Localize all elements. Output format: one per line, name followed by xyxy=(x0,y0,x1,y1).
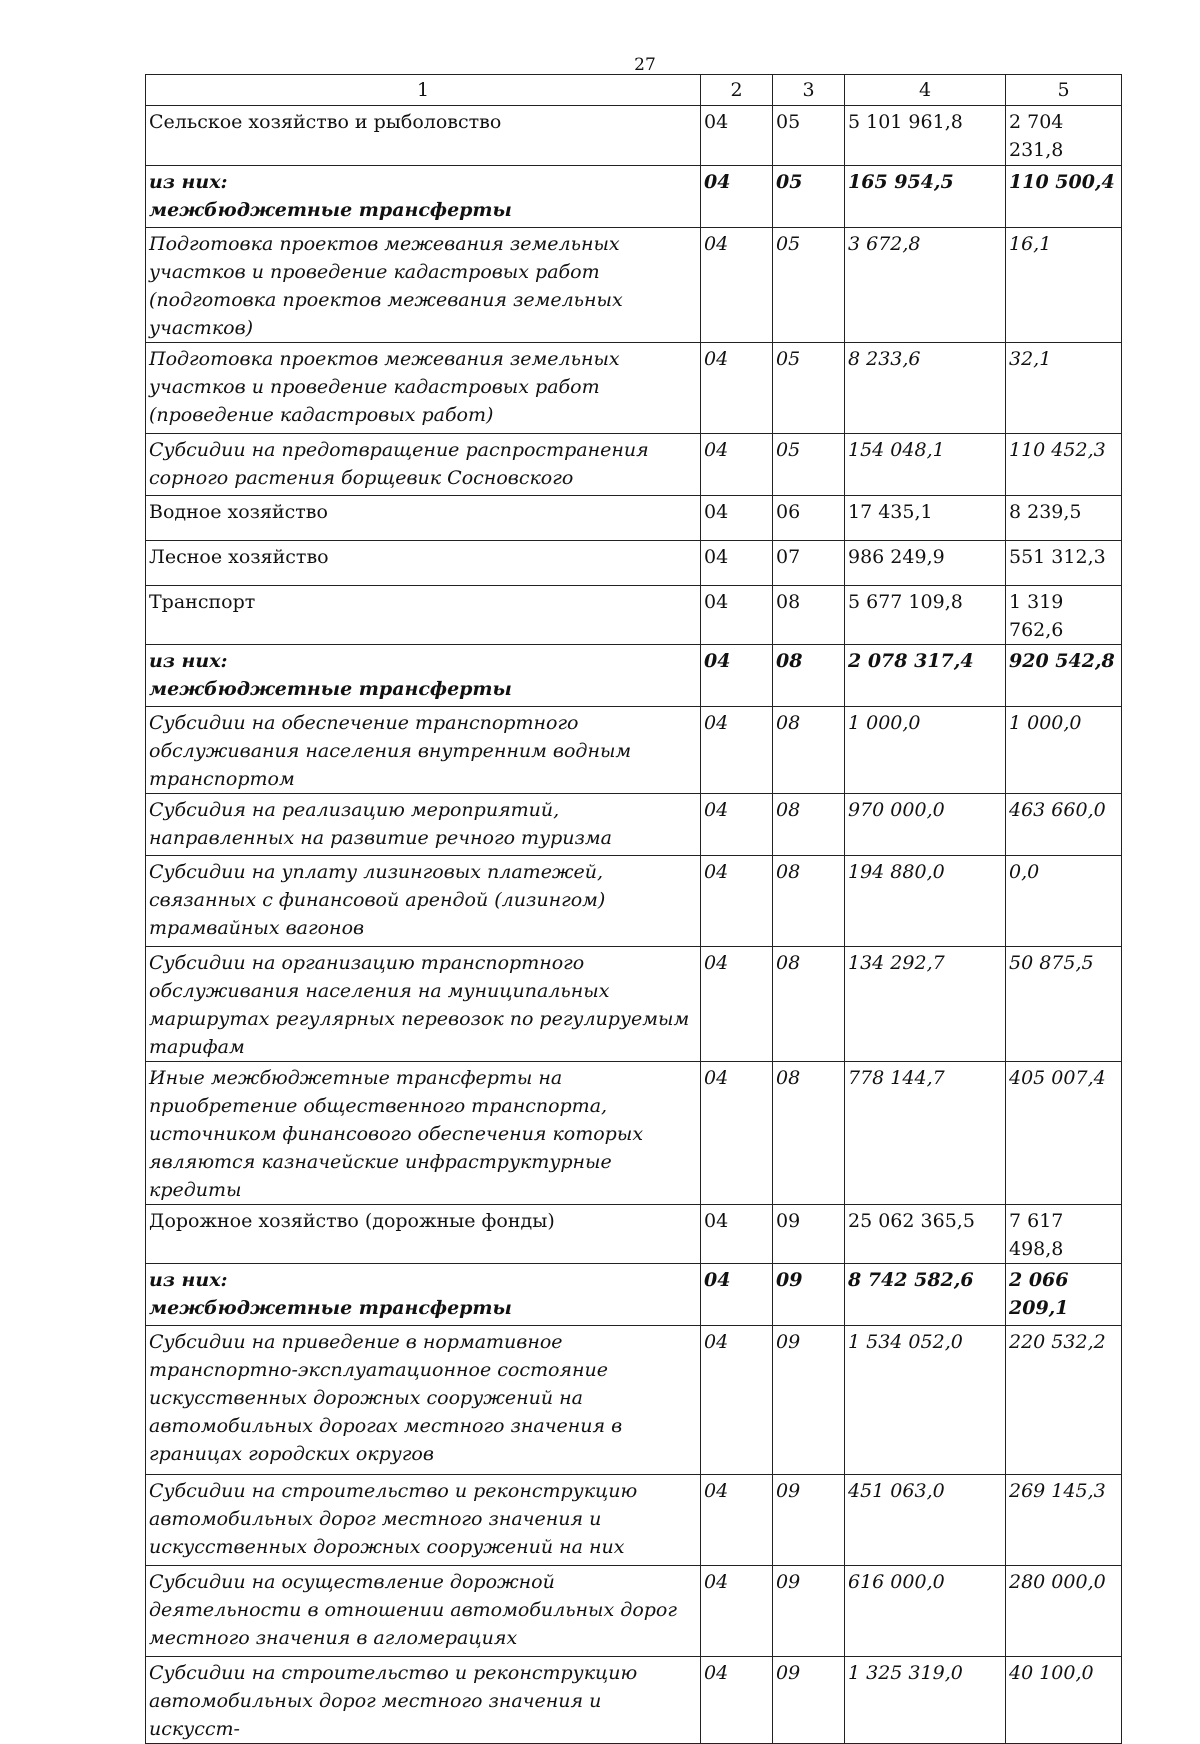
row-code-2-cell: 04 xyxy=(701,794,773,856)
row-code-3-cell: 08 xyxy=(773,794,845,856)
row-value-5-cell: 1 000,0 xyxy=(1006,707,1122,794)
row-code-2-cell: 04 xyxy=(701,1657,773,1744)
row-code-2-cell: 04 xyxy=(701,1326,773,1475)
row-code-3-cell: 08 xyxy=(773,1062,845,1205)
table-row xyxy=(146,106,1122,166)
row-value-5-cell: 405 007,4 xyxy=(1006,1062,1122,1205)
row-code-2-cell: 04 xyxy=(701,1475,773,1566)
row-code-3-cell: 08 xyxy=(773,947,845,1062)
row-name-cell: Дорожное хозяйство (дорожные фонды) xyxy=(146,1205,701,1264)
row-name-cell: Субсидии на осуществление дорожной деятельности в отношении автомобильных дорог местного значения в агломерациях xyxy=(146,1566,701,1657)
row-value-5-cell: 551 312,3 xyxy=(1006,541,1122,586)
row-value-4-cell: 986 249,9 xyxy=(845,541,1006,586)
row-value-5-cell: 8 239,5 xyxy=(1006,496,1122,541)
table-row xyxy=(146,496,1122,541)
row-code-2-cell: 04 xyxy=(701,434,773,496)
row-code-3-cell: 05 xyxy=(773,434,845,496)
header-row xyxy=(146,75,1122,106)
row-value-4-cell: 451 063,0 xyxy=(845,1475,1006,1566)
row-code-3-cell: 09 xyxy=(773,1566,845,1657)
table-row xyxy=(146,1264,1122,1326)
row-value-5-cell: 1 319 762,6 xyxy=(1006,586,1122,645)
row-code-3-cell: 08 xyxy=(773,856,845,947)
budget-table-body xyxy=(146,75,1122,1744)
row-code-2-cell: 04 xyxy=(701,166,773,228)
row-name-cell: Субсидия на реализацию мероприятий, направленных на развитие речного туризма xyxy=(146,794,701,856)
row-code-3-cell: 06 xyxy=(773,496,845,541)
table-row xyxy=(146,166,1122,228)
row-name-cell: Субсидии на организацию транспортного обслуживания населения на муниципальных маршрутах регулярных перевозок по регулируемым тарифам xyxy=(146,947,701,1062)
row-code-2-cell: 04 xyxy=(701,106,773,166)
table-row xyxy=(146,586,1122,645)
row-code-3-cell: 05 xyxy=(773,106,845,166)
row-name-cell: Сельское хозяйство и рыболовство xyxy=(146,106,701,166)
row-code-2-cell: 04 xyxy=(701,343,773,434)
table-row xyxy=(146,947,1122,1062)
row-value-4-cell: 5 101 961,8 xyxy=(845,106,1006,166)
row-value-5-cell: 220 532,2 xyxy=(1006,1326,1122,1475)
table-row xyxy=(146,343,1122,434)
row-name-line: из них: xyxy=(149,171,228,193)
row-code-2-cell: 04 xyxy=(701,947,773,1062)
row-value-5-cell: 50 875,5 xyxy=(1006,947,1122,1062)
row-name-line: из них: xyxy=(149,650,228,672)
row-code-2-cell: 04 xyxy=(701,496,773,541)
table-row xyxy=(146,707,1122,794)
table-row xyxy=(146,1566,1122,1657)
row-value-4-cell: 154 048,1 xyxy=(845,434,1006,496)
row-value-5-cell: 40 100,0 xyxy=(1006,1657,1122,1744)
row-value-4-cell: 5 677 109,8 xyxy=(845,586,1006,645)
row-code-3-cell: 08 xyxy=(773,645,845,707)
row-value-5-cell: 16,1 xyxy=(1006,228,1122,343)
row-value-4-cell: 778 144,7 xyxy=(845,1062,1006,1205)
row-name-line: межбюджетные трансферты xyxy=(149,199,512,221)
row-name-cell: Субсидии на приведение в нормативное транспортно-эксплуатационное состояние искусственных дорожных сооружений на автомобильных дорогах местного значения в границах городских округов xyxy=(146,1326,701,1475)
row-code-3-cell: 09 xyxy=(773,1475,845,1566)
row-value-4-cell: 134 292,7 xyxy=(845,947,1006,1062)
row-code-2-cell: 04 xyxy=(701,1264,773,1326)
row-name-cell: Транспорт xyxy=(146,586,701,645)
row-name-cell: Подготовка проектов межевания земельных участков и проведение кадастровых работ (проведение кадастровых работ) xyxy=(146,343,701,434)
row-code-3-cell: 08 xyxy=(773,586,845,645)
row-code-3-cell: 09 xyxy=(773,1205,845,1264)
table-row xyxy=(146,794,1122,856)
row-code-3-cell: 05 xyxy=(773,343,845,434)
header-col-3: 3 xyxy=(773,75,845,106)
row-code-3-cell: 09 xyxy=(773,1326,845,1475)
row-value-4-cell: 8 233,6 xyxy=(845,343,1006,434)
row-code-2-cell: 04 xyxy=(701,707,773,794)
row-name-cell xyxy=(146,1264,701,1326)
row-value-4-cell: 17 435,1 xyxy=(845,496,1006,541)
row-value-4-cell: 1 534 052,0 xyxy=(845,1326,1006,1475)
table-row xyxy=(146,541,1122,586)
table-row xyxy=(146,1062,1122,1205)
header-col-2: 2 xyxy=(701,75,773,106)
row-code-2-cell: 04 xyxy=(701,1205,773,1264)
table-row xyxy=(146,645,1122,707)
row-value-4-cell: 616 000,0 xyxy=(845,1566,1006,1657)
row-value-5-cell: 2 704 231,8 xyxy=(1006,106,1122,166)
table-row xyxy=(146,1205,1122,1264)
row-value-5-cell: 2 066 209,1 xyxy=(1006,1264,1122,1326)
row-code-3-cell: 09 xyxy=(773,1657,845,1744)
row-name-cell: Субсидии на уплату лизинговых платежей, связанных с финансовой арендой (лизингом) трамвайных вагонов xyxy=(146,856,701,947)
row-name-cell: Субсидии на строительство и реконструкцию автомобильных дорог местного значения и искусственных дорожных сооружений на них xyxy=(146,1475,701,1566)
row-value-5-cell: 7 617 498,8 xyxy=(1006,1205,1122,1264)
row-value-5-cell: 32,1 xyxy=(1006,343,1122,434)
row-value-4-cell: 194 880,0 xyxy=(845,856,1006,947)
page-number: 27 xyxy=(634,55,656,75)
row-value-5-cell: 0,0 xyxy=(1006,856,1122,947)
row-code-2-cell: 04 xyxy=(701,1566,773,1657)
row-name-cell: Подготовка проектов межевания земельных участков и проведение кадастровых работ (подготовка проектов межевания земельных участков) xyxy=(146,228,701,343)
row-name-cell: Субсидии на предотвращение распространения сорного растения борщевик Сосновского xyxy=(146,434,701,496)
row-code-3-cell: 07 xyxy=(773,541,845,586)
table-row xyxy=(146,1475,1122,1566)
row-value-5-cell: 110 452,3 xyxy=(1006,434,1122,496)
row-name-line: межбюджетные трансферты xyxy=(149,678,512,700)
row-name-line: межбюджетные трансферты xyxy=(149,1297,512,1319)
row-value-4-cell: 1 000,0 xyxy=(845,707,1006,794)
row-value-4-cell: 1 325 319,0 xyxy=(845,1657,1006,1744)
row-code-2-cell: 04 xyxy=(701,645,773,707)
row-value-4-cell: 970 000,0 xyxy=(845,794,1006,856)
row-name-cell: Водное хозяйство xyxy=(146,496,701,541)
row-value-5-cell: 463 660,0 xyxy=(1006,794,1122,856)
row-code-3-cell: 09 xyxy=(773,1264,845,1326)
row-value-5-cell: 269 145,3 xyxy=(1006,1475,1122,1566)
row-name-cell: Субсидии на строительство и реконструкцию автомобильных дорог местного значения и искусст- xyxy=(146,1657,701,1744)
row-value-4-cell: 3 672,8 xyxy=(845,228,1006,343)
table-row xyxy=(146,1326,1122,1475)
row-code-2-cell: 04 xyxy=(701,541,773,586)
row-name-line: из них: xyxy=(149,1269,228,1291)
row-value-5-cell: 280 000,0 xyxy=(1006,1566,1122,1657)
row-value-4-cell: 25 062 365,5 xyxy=(845,1205,1006,1264)
table-row xyxy=(146,1657,1122,1744)
row-name-cell: Субсидии на обеспечение транспортного обслуживания населения внутренним водным транспортом xyxy=(146,707,701,794)
row-name-cell xyxy=(146,166,701,228)
row-value-4-cell: 165 954,5 xyxy=(845,166,1006,228)
row-code-2-cell: 04 xyxy=(701,586,773,645)
row-value-5-cell: 920 542,8 xyxy=(1006,645,1122,707)
table-row xyxy=(146,434,1122,496)
row-value-4-cell: 8 742 582,6 xyxy=(845,1264,1006,1326)
table-row xyxy=(146,228,1122,343)
header-col-5: 5 xyxy=(1006,75,1122,106)
row-value-5-cell: 110 500,4 xyxy=(1006,166,1122,228)
header-col-1: 1 xyxy=(146,75,701,106)
row-value-4-cell: 2 078 317,4 xyxy=(845,645,1006,707)
header-col-4: 4 xyxy=(845,75,1006,106)
row-code-3-cell: 05 xyxy=(773,166,845,228)
row-name-cell: Лесное хозяйство xyxy=(146,541,701,586)
row-code-2-cell: 04 xyxy=(701,1062,773,1205)
row-code-2-cell: 04 xyxy=(701,856,773,947)
table-row xyxy=(146,856,1122,947)
row-code-3-cell: 05 xyxy=(773,228,845,343)
row-code-2-cell: 04 xyxy=(701,228,773,343)
budget-table xyxy=(145,74,1122,1744)
row-name-cell: Иные межбюджетные трансферты на приобретение общественного транспорта, источником финансового обеспечения которых являются казначейские инфраструктурные кредиты xyxy=(146,1062,701,1205)
row-code-3-cell: 08 xyxy=(773,707,845,794)
row-name-cell xyxy=(146,645,701,707)
